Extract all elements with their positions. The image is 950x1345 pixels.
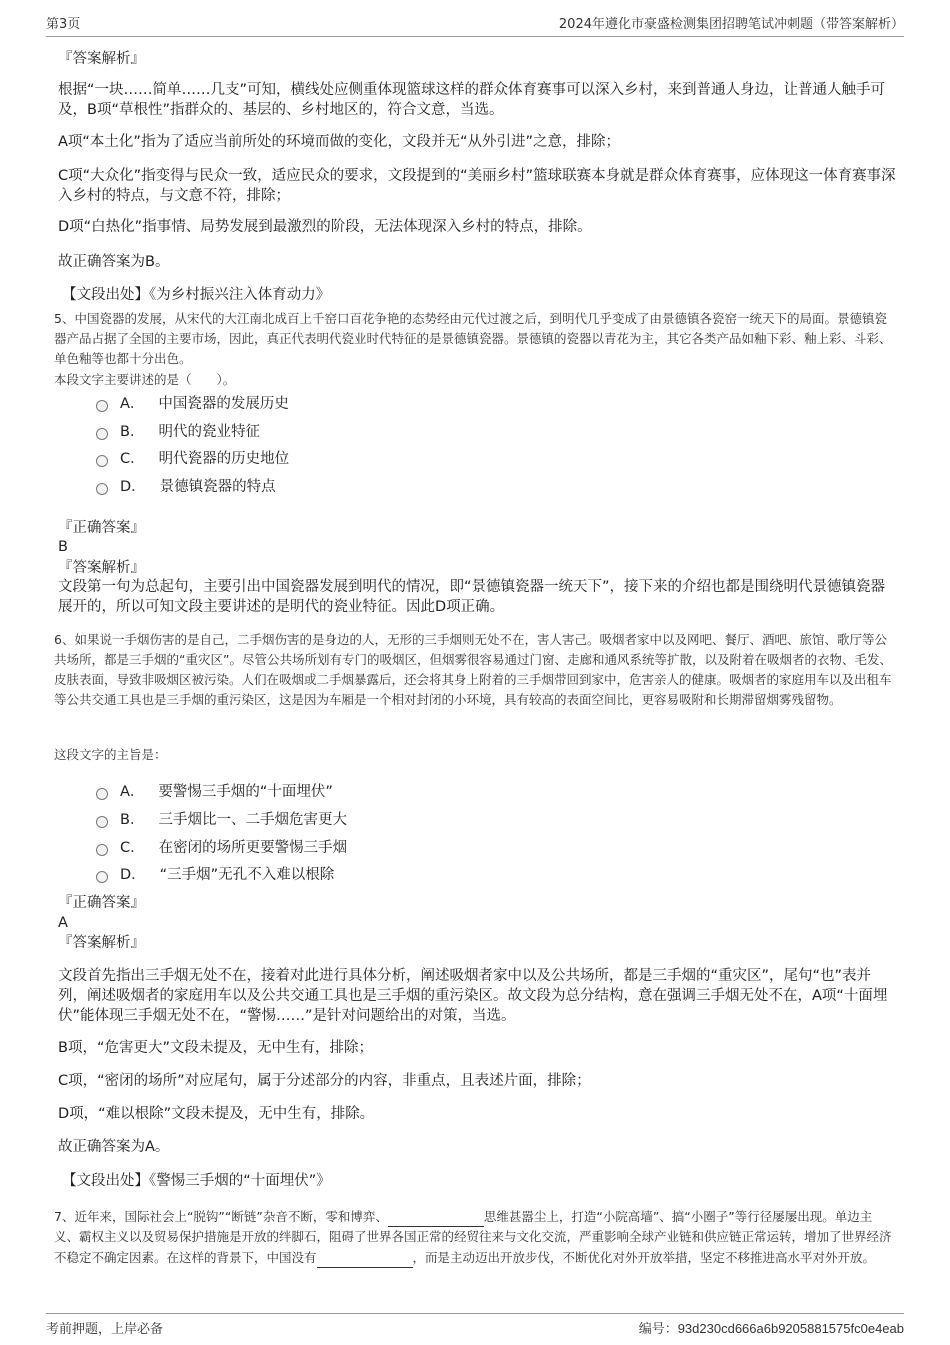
conclusion: 故正确答案为B。 <box>58 254 170 270</box>
question-prompt: 本段文字主要讲述的是（ ）。 <box>54 372 236 387</box>
analysis-paragraph: 根据“一块……简单……几支”可知，横线处应侧重体现篮球这样的群众体育赛事可以深入乡村，来到普通人身边，让普通人触手可及，B项“草根性”指群众的、基层的、乡村地区的，符合文意，当选。 <box>58 82 886 118</box>
question-stem: 5、中国瓷器的发展，从宋代的大江南北成百上千窑口百花争艳的态势经由元代过渡之后，到明代几乎变成了由景德镇各瓷窑一统天下的局面。景德镇瓷器产品占据了全国的主要市场，因此，真正代表明代瓷业时代特征的是景德镇瓷器。景德镇的瓷器以青花为主，其它各类产品如釉下彩、釉上彩、斗彩、单色釉等也都十分出色。 <box>54 311 892 366</box>
answer-analysis-label: 『答案解析』 <box>58 560 145 576</box>
option-text: “三手烟”无孔不入难以根除 <box>159 867 335 883</box>
option-text: 明代的瓷业特征 <box>158 424 260 440</box>
radio-icon[interactable] <box>96 455 108 467</box>
analysis-paragraph: 文段第一句为总起句，主要引出中国瓷器发展到明代的情况，即“景德镇瓷器一统天下”，接下来的介绍也都是围绕明代景德镇瓷器展开的，所以可知文段主要讲述的是明代的瓷业特征。因此D项正确。 <box>58 579 886 615</box>
radio-icon[interactable] <box>96 428 108 440</box>
option-text: 明代瓷器的历史地位 <box>158 451 290 467</box>
question-stem <box>54 1206 892 1268</box>
option-text: 景德镇瓷器的特点 <box>159 479 276 495</box>
option-letter: D． <box>120 867 146 883</box>
source-citation: 【文段出处】《为乡村振兴注入体育动力》 <box>62 287 331 303</box>
analysis-paragraph: D项，“难以根除”文段未提及，无中生有，排除。 <box>58 1106 375 1122</box>
analysis-paragraph: C项“大众化”指变得与民众一致，适应民众的要求，文段提到的“美丽乡村”篮球联赛本身就是群众体育赛事，应体现这一体育赛事深入乡村的特点，与文意不符，排除； <box>58 168 896 204</box>
option-text: 在密闭的场所更要警惕三手烟 <box>158 840 348 856</box>
option-text: 中国瓷器的发展历史 <box>158 396 289 412</box>
analysis-paragraph: C项，“密闭的场所”对应尾句，属于分述部分的内容，非重点，且表述片面，排除； <box>58 1073 591 1089</box>
radio-icon[interactable] <box>96 400 108 412</box>
option-letter: A． <box>120 784 145 800</box>
document-id: 编号：93d230cd666a6b9205881575fc0e4eab <box>638 1321 904 1336</box>
option-text: 要警惕三手烟的“十面埋伏” <box>158 784 333 800</box>
analysis-paragraph: A项“本土化”指为了适应当前所处的环境而做的变化，文段并无“从外引进”之意，排除； <box>58 134 620 150</box>
answer-blank[interactable] <box>317 1247 413 1268</box>
document-title: 2024年遵化市豪盛检测集团招聘笔试冲刺题（带答案解析） <box>558 17 904 32</box>
option-letter: D． <box>120 479 146 495</box>
stem-part: 7、近年来，国际社会上“脱钩”“断链”杂音不断，零和博弈、 <box>54 1209 388 1224</box>
option-d[interactable] <box>96 475 276 496</box>
option-letter: B． <box>120 812 145 828</box>
correct-answer-label: 『正确答案』 <box>58 895 145 911</box>
correct-answer-label: 『正确答案』 <box>58 520 145 536</box>
analysis-paragraph: 文段首先指出三手烟无处不在，接着对此进行具体分析，阐述吸烟者家中以及公共场所，都是三手烟的“重灾区”，尾句“也”表并列，阐述吸烟者的家庭用车以及公共交通工具也是三手烟的重污染区。故文段为总分结构，意在强调三手烟无处不在，A项“十面埋伏”能体现三手烟无处不在，“警惕……”是针对问题给出的对策，当选。 <box>58 968 888 1024</box>
option-b[interactable] <box>96 808 347 829</box>
radio-icon[interactable] <box>96 844 108 856</box>
stem-part: 思维甚嚣尘上，打造“小院高墙”、搞“小圈子”等行径屡屡出现。单边主义、霸权主义以及贸易保护措施是开放的绊脚石，阻碍了世界各国正常的经贸往来与文化交流，严重影响全球产业链和供应链正常运转，增加了世界经济不稳定不确定因素。在这样的背景下，中国没有 <box>54 1209 892 1265</box>
option-b[interactable] <box>96 420 260 441</box>
page-header <box>46 13 904 37</box>
source-citation: 【文段出处】《警惕三手烟的“十面埋伏”》 <box>62 1173 331 1189</box>
analysis-paragraph: B项，“危害更大”文段未提及，无中生有，排除； <box>58 1040 373 1056</box>
stem-part: ，而是主动迈出开放步伐，不断优化对外开放举措，坚定不移推进高水平对外开放。 <box>412 1250 876 1265</box>
option-text: 三手烟比一、二手烟危害更大 <box>158 812 347 828</box>
option-letter: B． <box>120 424 145 440</box>
option-c[interactable] <box>96 447 289 468</box>
answer-analysis-label: 『答案解析』 <box>58 51 145 67</box>
answer-blank[interactable] <box>388 1206 484 1227</box>
option-letter: A． <box>120 396 145 412</box>
question-prompt: 这段文字的主旨是： <box>54 747 167 762</box>
option-letter: C． <box>120 451 145 467</box>
answer-analysis-label: 『答案解析』 <box>58 935 145 951</box>
option-d[interactable] <box>96 863 334 884</box>
option-a[interactable] <box>96 780 333 801</box>
option-a[interactable] <box>96 392 289 413</box>
page-number: 第3页 <box>46 17 81 32</box>
radio-icon[interactable] <box>96 816 108 828</box>
analysis-paragraph: D项“白热化”指事情、局势发展到最激烈的阶段，无法体现深入乡村的特点，排除。 <box>58 219 592 235</box>
footer-slogan: 考前押题，上岸必备 <box>46 1322 164 1337</box>
page-footer <box>46 1313 904 1337</box>
option-c[interactable] <box>96 836 347 857</box>
correct-answer: B <box>58 539 68 555</box>
conclusion: 故正确答案为A。 <box>58 1139 170 1155</box>
radio-icon[interactable] <box>96 483 108 495</box>
correct-answer: A <box>58 915 68 931</box>
option-letter: C． <box>120 840 145 856</box>
radio-icon[interactable] <box>96 788 108 800</box>
radio-icon[interactable] <box>96 871 108 883</box>
question-stem: 6、如果说一手烟伤害的是自己，二手烟伤害的是身边的人，无形的三手烟则无处不在，害人害己。吸烟者家中以及网吧、餐厅、酒吧、旅馆、歌厅等公共场所，都是三手烟的“重灾区”。尽管公共场所划有专门的吸烟区，但烟雾很容易通过门窗、走廊和通风系统等扩散，以及附着在吸烟者的衣物、毛发、皮肤表面，导致非吸烟区被污染。人们在吸烟或二手烟暴露后，还会将其身上附着的三手烟带回到家中，危害亲人的健康。吸烟者的家庭用车以及出租车等公共交通工具也是三手烟的重污染区，这是因为车厢是一个相对封闭的小环境，具有较高的表面空间比，更容易吸附和长期滞留烟雾残留物。 <box>54 632 892 707</box>
